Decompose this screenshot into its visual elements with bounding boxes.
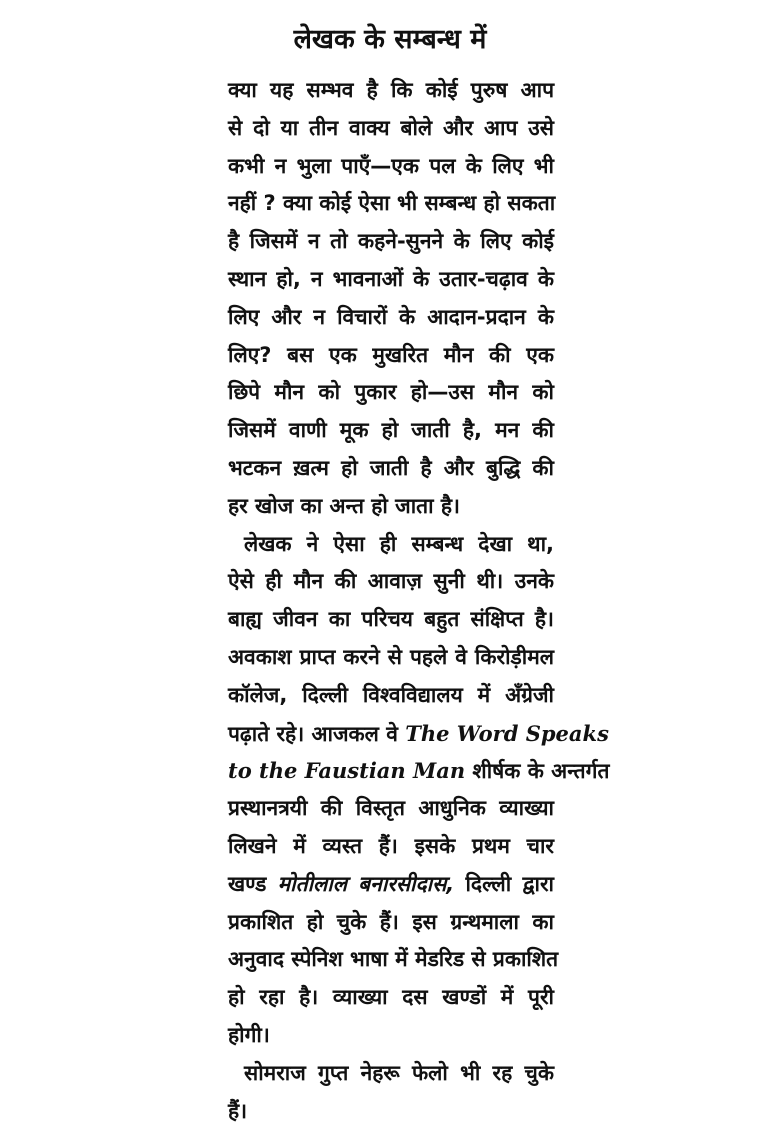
text-line: हैं। bbox=[228, 1098, 248, 1123]
text-line: हो रहा है। व्याख्या दस खण्डों में पूरी bbox=[228, 985, 554, 1010]
text-segment: पढ़ाते रहे। आजकल वे bbox=[228, 721, 406, 746]
book-title: to the Faustian Man bbox=[228, 758, 466, 784]
text-line: सोमराज गुप्त नेहरू फेलो भी रह चुके bbox=[244, 1060, 554, 1085]
text-line bbox=[228, 715, 609, 753]
text-line: क्या यह सम्भव है कि कोई पुरुष आप bbox=[228, 78, 554, 102]
text-segment: दिल्ली द्वारा bbox=[454, 871, 554, 896]
text-line: लिए और न विचारों के आदान-प्रदान के bbox=[228, 304, 554, 329]
page-title: लेखक के सम्बन्ध में bbox=[293, 24, 487, 55]
text-line: अनुवाद स्पेनिश भाषा में मेडरिड से प्रकाशित bbox=[228, 947, 559, 972]
text-line bbox=[228, 752, 610, 790]
text-line: जिसमें वाणी मूक हो जाती है, मन की bbox=[228, 418, 554, 443]
text-line: लेखक ने ऐसा ही सम्बन्ध देखा था, bbox=[244, 531, 554, 556]
text-line: है जिसमें न तो कहने-सुनने के लिए कोई bbox=[228, 229, 554, 254]
paragraph-1 bbox=[228, 72, 554, 526]
publisher-name: मोतीलाल बनारसीदास, bbox=[277, 871, 455, 896]
author-bio-text bbox=[228, 72, 610, 1130]
book-title: The Word Speaks bbox=[405, 720, 609, 746]
text-line: बाह्य जीवन का परिचय बहुत संक्षिप्त है। bbox=[228, 607, 554, 632]
text-line: छिपे मौन को पुकार हो—उस मौन को bbox=[228, 380, 554, 405]
text-line: स्थान हो, न भावनाओं के उतार-चढ़ाव के bbox=[228, 266, 554, 291]
text-line: लिए? बस एक मुखरित मौन की एक bbox=[228, 342, 554, 367]
text-line: से दो या तीन वाक्य बोले और आप उसे bbox=[228, 115, 554, 140]
paragraph-3 bbox=[228, 1055, 554, 1130]
text-line: लिखने में व्यस्त हैं। इसके प्रथम चार bbox=[228, 833, 554, 858]
text-line: कॉलेज, दिल्ली विश्वविद्यालय में अँग्रेजी bbox=[228, 682, 554, 707]
text-line: प्रस्थानत्रयी की विस्तृत आधुनिक व्याख्या bbox=[228, 796, 554, 821]
paragraph-2 bbox=[228, 526, 610, 1055]
text-line: नहीं ? क्या कोई ऐसा भी सम्बन्ध हो सकता bbox=[228, 191, 556, 216]
text-line: होगी। bbox=[228, 1022, 270, 1047]
text-line bbox=[228, 866, 554, 904]
text-line: भटकन ख़त्म हो जाती है और बुद्धि की bbox=[228, 455, 554, 480]
text-line: अवकाश प्राप्त करने से पहले वे किरोड़ीमल bbox=[228, 644, 554, 669]
text-line: प्रकाशित हो चुके हैं। इस ग्रन्थमाला का bbox=[228, 909, 554, 934]
text-line: ऐसे ही मौन की आवाज़ सुनी थी। उनके bbox=[228, 569, 554, 594]
text-segment: शीर्षक के अन्तर्गत bbox=[465, 759, 610, 784]
text-line: कभी न भुला पाएँ—एक पल के लिए भी bbox=[228, 153, 554, 178]
text-line: हर खोज का अन्त हो जाता है। bbox=[228, 493, 460, 518]
text-segment: खण्ड bbox=[228, 871, 278, 896]
